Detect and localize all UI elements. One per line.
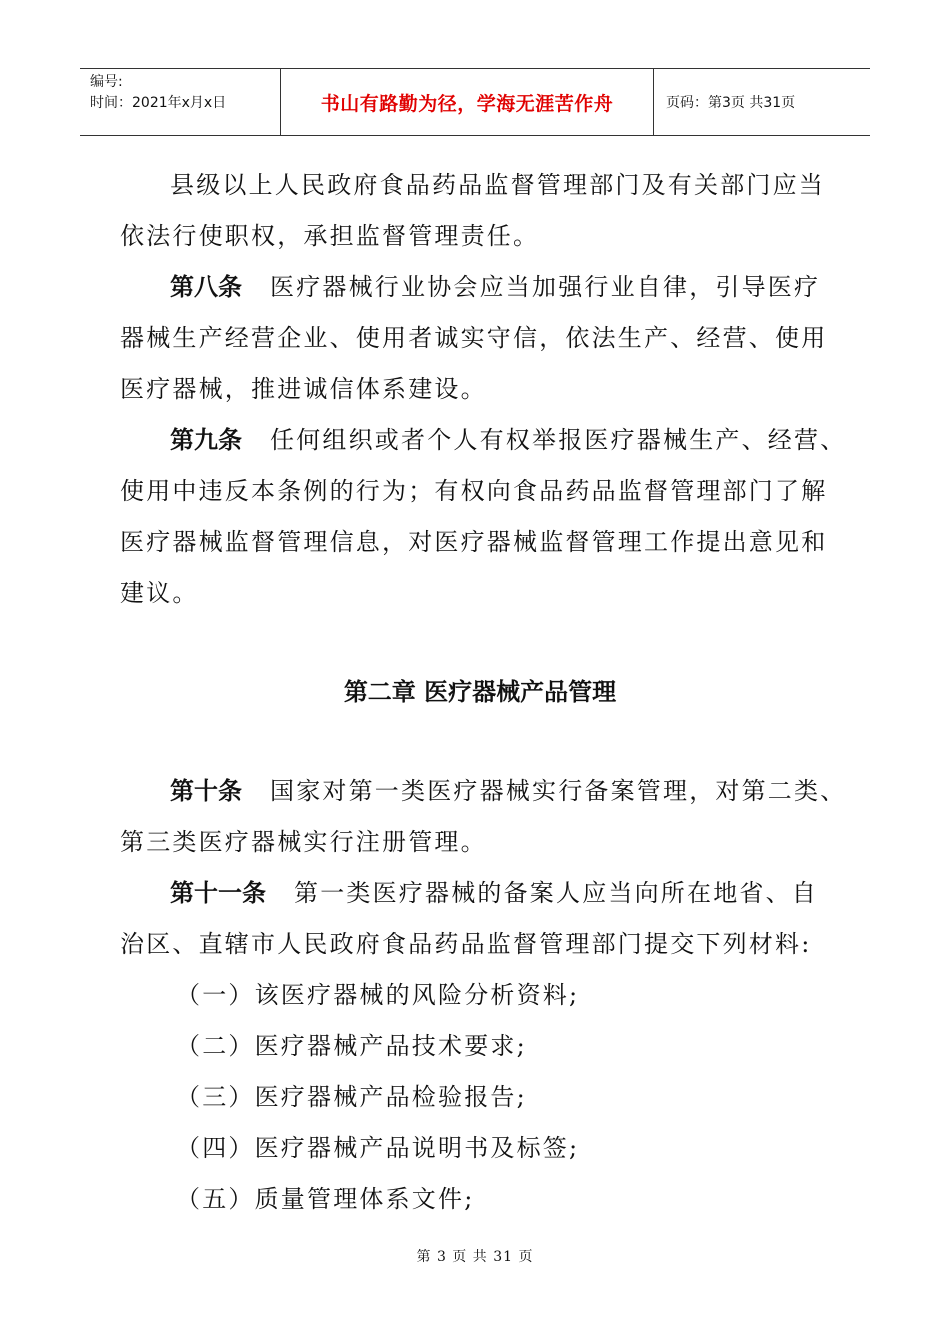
header-motto: 书山有路勤为径，学海无涯苦作舟 [281,69,654,135]
paragraph-line: 医疗器械监督管理信息，对医疗器械监督管理工作提出意见和 [120,528,828,556]
article-11-title: 第十一条 [170,879,266,907]
article-9-text: 任何组织或者个人有权举报医疗器械生产、经营、 [270,426,847,454]
paragraph-line: 器械生产经营企业、使用者诚实守信，依法生产、经营、使用 [120,324,828,352]
document-body [120,160,847,1225]
header-number: 编号: [90,74,123,90]
header-meta [80,69,281,135]
article-10-text: 国家对第一类医疗器械实行备案管理，对第二类、 [270,777,847,805]
list-item: （三）医疗器械产品检验报告; [176,1083,527,1111]
article-8-title: 第八条 [170,273,242,301]
article-11-text: 第一类医疗器械的备案人应当向所在地省、自 [294,879,818,907]
paragraph-line: 治区、直辖市人民政府食品药品监督管理部门提交下列材料: [120,930,812,958]
header-date: 时间：2021年x月x日 [90,95,227,111]
article-8-text: 医疗器械行业协会应当加强行业自律，引导医疗 [270,273,821,301]
article-9-title: 第九条 [170,426,242,454]
paragraph-line: 依法行使职权，承担监督管理责任。 [120,222,540,250]
article-10-title: 第十条 [170,777,242,805]
paragraph-line: 医疗器械，推进诚信体系建设。 [120,375,487,403]
article-9-line [120,415,847,466]
article-10-line [120,766,847,817]
list-item: （五）质量管理体系文件; [176,1185,475,1213]
page-header [80,68,870,136]
article-8-line [120,262,840,313]
list-item: （一）该医疗器械的风险分析资料; [176,981,580,1009]
paragraph-line: 建议。 [120,579,199,607]
page-footer: 第 3 页 共 31 页 [416,1249,534,1265]
header-page-number: 页码：第3页 共31页 [666,95,796,111]
chapter-heading: 第二章 医疗器械产品管理 [343,678,617,706]
list-item: （二）医疗器械产品技术要求; [176,1032,527,1060]
paragraph-line: 第三类医疗器械实行注册管理。 [120,828,487,856]
paragraph-line: 县级以上人民政府食品药品监督管理部门及有关部门应当 [170,171,825,199]
paragraph-line: 使用中违反本条例的行为；有权向食品药品监督管理部门了解 [120,477,828,505]
article-11-line [120,868,840,919]
list-item: （四）医疗器械产品说明书及标签; [176,1134,580,1162]
